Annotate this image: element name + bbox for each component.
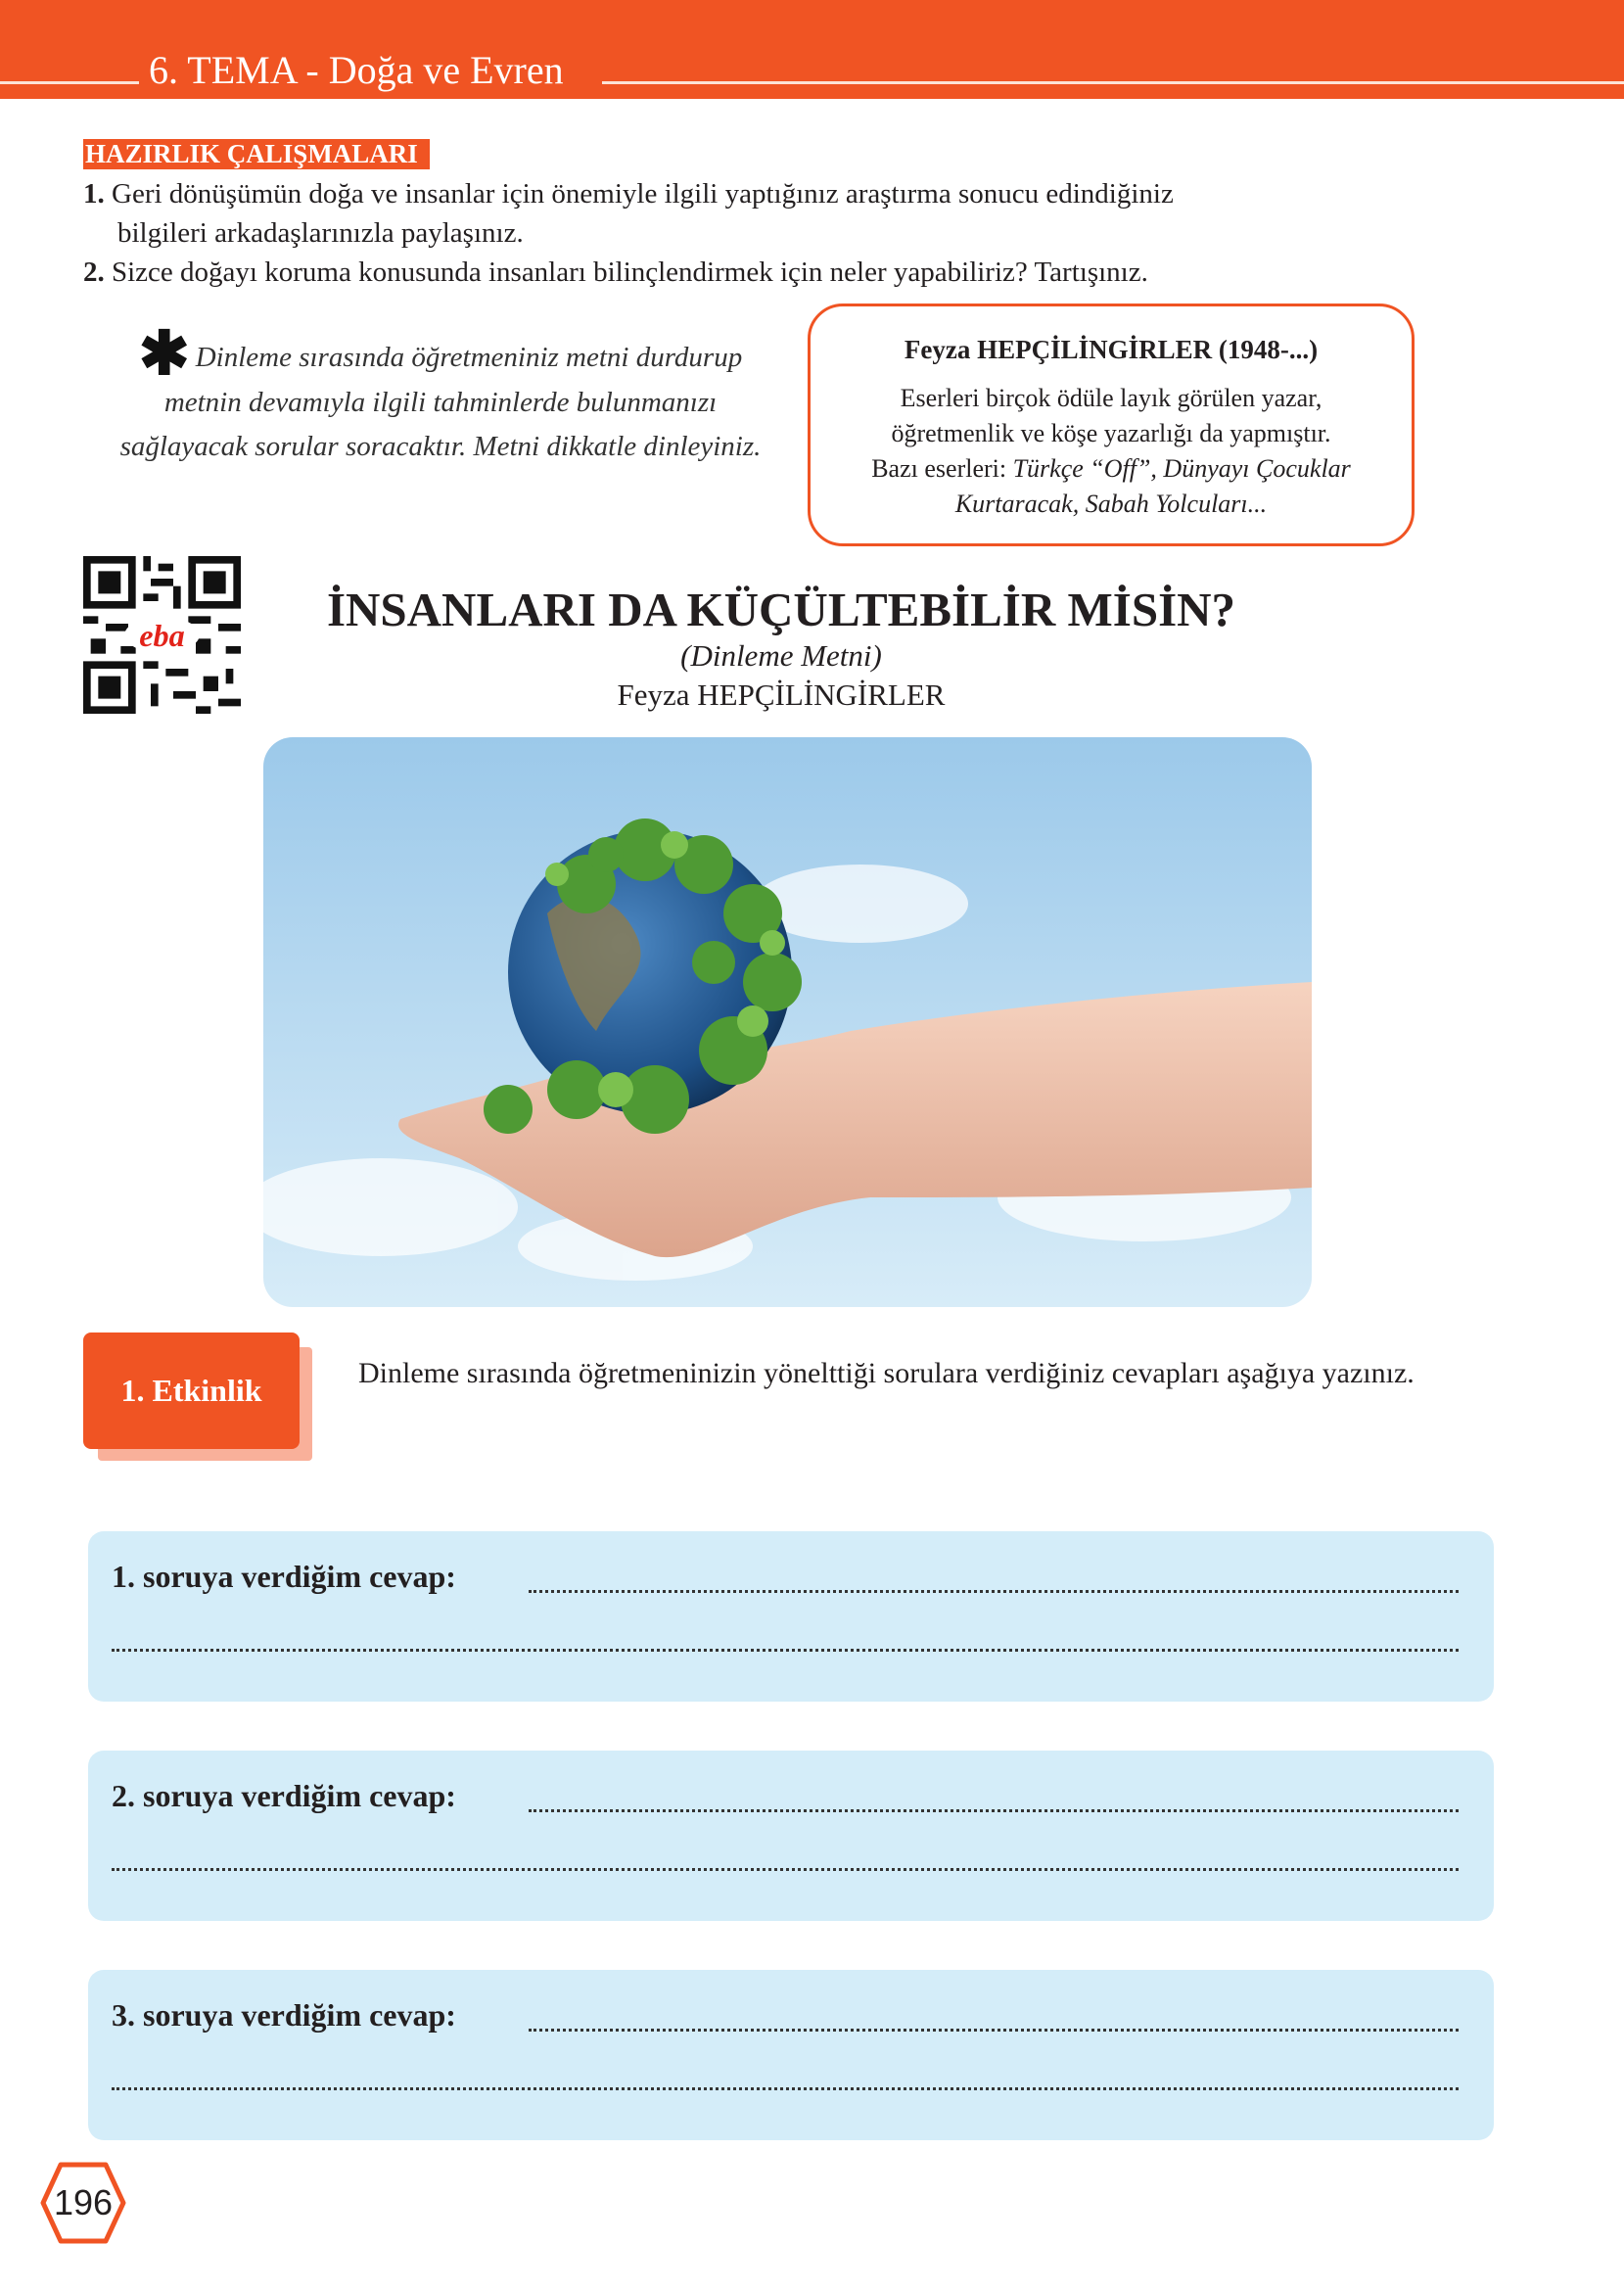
answer-label: 1. soruya verdiğim cevap: xyxy=(112,1559,456,1594)
page-number-text: 196 xyxy=(53,2182,114,2222)
answer-line[interactable] xyxy=(529,2029,1459,2032)
author-bio-box xyxy=(808,304,1415,546)
theme-title: 6. TEMA - Doğa ve Evren xyxy=(149,48,564,92)
bio-line: öğretmenlik ve köşe yazarlığı da yapmıştır. xyxy=(891,419,1331,447)
qr-code-icon xyxy=(83,556,241,714)
answer-box-3 xyxy=(88,1970,1494,2140)
answer-line[interactable] xyxy=(112,2087,1459,2090)
item-number: 2. xyxy=(83,257,105,288)
answer-label: 2. soruya verdiğim cevap: xyxy=(112,1778,456,1813)
item-number: 1. xyxy=(83,178,105,210)
page-number xyxy=(39,2162,127,2244)
answer-line[interactable] xyxy=(112,1868,1459,1871)
answer-box-1 xyxy=(88,1531,1494,1702)
eba-logo: eba xyxy=(139,618,185,653)
bio-line: Eserleri birçok ödüle layık görülen yazar, xyxy=(900,384,1322,412)
item-text: Sizce doğayı koruma konusunda insanları bilinçlendirmek için neler yapabiliriz? Tartışınız. xyxy=(112,257,1148,288)
asterisk-icon: ✱ xyxy=(138,321,190,388)
qr-code[interactable] xyxy=(83,556,241,714)
item-text: Geri dönüşümün doğa ve insanlar için önemiyle ilgili yaptığınız araştırma sonucu edindiğiniz xyxy=(112,178,1174,210)
answer-line[interactable] xyxy=(529,1590,1459,1593)
bio-works-prefix: Bazı eserleri: xyxy=(871,454,1013,483)
answer-line[interactable] xyxy=(112,1649,1459,1652)
text-author: Feyza HEPÇİLİNGİRLER xyxy=(617,678,946,712)
preparation-label: HAZIRLIK ÇALIŞMALARI xyxy=(83,139,430,169)
prep-item-1-cont: bilgileri arkadaşlarınızla paylaşınız. xyxy=(117,217,524,249)
answer-label: 3. soruya verdiğim cevap: xyxy=(112,1997,456,2033)
activity-badge: 1. Etkinlik xyxy=(83,1333,300,1449)
header-rule-left xyxy=(0,81,139,84)
bio-works: Türkçe “Off”, Dünyayı Çocuklar Kurtaracak, Sabah Yolcuları... xyxy=(954,454,1351,518)
listening-note xyxy=(117,321,764,470)
answer-line[interactable] xyxy=(529,1809,1459,1812)
answer-box-2 xyxy=(88,1751,1494,1921)
header-rule-right xyxy=(602,81,1624,84)
text-subtitle: (Dinleme Metni) xyxy=(680,638,882,673)
prep-item-2 xyxy=(83,253,1434,292)
note-text: Dinleme sırasında öğretmeniniz metni durdurup metnin devamıyla ilgili tahminlerde bulunmanızı sağlayacak sorular soracaktır. Metni dikkatle dinleyiniz. xyxy=(119,342,762,462)
earth-in-hand-illustration xyxy=(263,737,1312,1307)
activity-instruction: Dinleme sırasında öğretmeninizin yönelttiği sorulara verdiğiniz cevapları aşağıya yazınız. xyxy=(358,1357,1415,1389)
text-title: İNSANLARI DA KÜÇÜLTEBİLİR MİSİN? xyxy=(326,583,1236,636)
bio-title: Feyza HEPÇİLİNGİRLER (1948-...) xyxy=(904,335,1319,364)
prep-item-1 xyxy=(83,174,1434,213)
